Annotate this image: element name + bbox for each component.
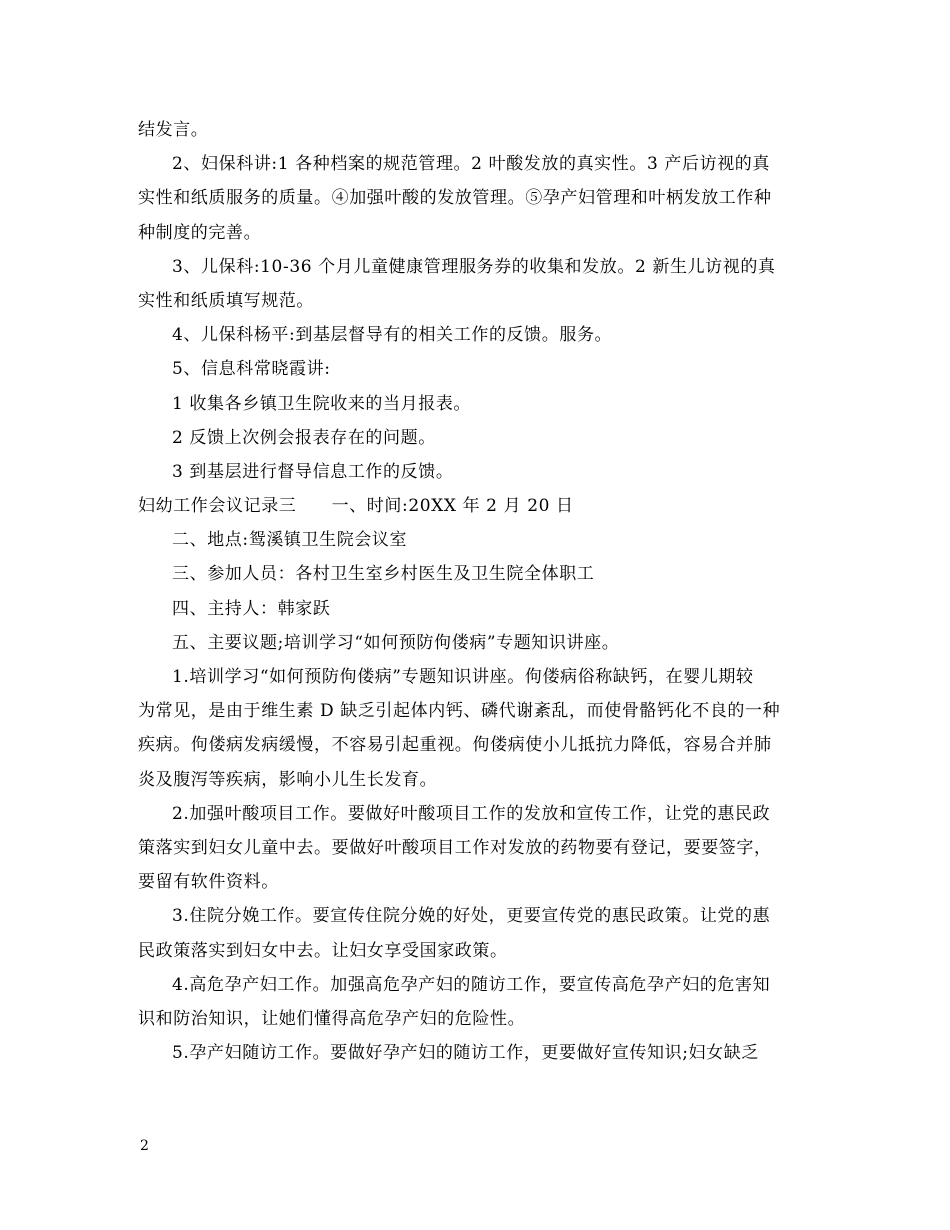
text-line: 2 反馈上次例会报表存在的问题。 (172, 427, 436, 448)
text-line: 四、主持人：韩家跃 (172, 598, 331, 619)
text-line: 5、信息科常晓霞讲: (172, 359, 331, 380)
text-line: 为常见，是由于维生素 D 缺乏引起体内钙、磷代谢紊乱，而使骨骼钙化不良的一种 (138, 701, 781, 722)
document-body (138, 113, 814, 1070)
text-line: 2.加强叶酸项目工作。要做好叶酸项目工作的发放和宣传工作，让党的惠民政 (172, 803, 771, 824)
text-line: 3、儿保科:10-36 个月儿童健康管理服务券的收集和发放。2 新生儿访视的真 (172, 256, 776, 277)
text-line: 要留有软件资料。 (138, 872, 279, 893)
text-line: 实性和纸质填写规范。 (138, 290, 314, 311)
text-line: 炎及腹泻等疾病，影响小儿生长发育。 (138, 769, 438, 790)
text-line: 识和防治知识，让她们懂得高危孕产妇的危险性。 (138, 1008, 526, 1029)
text-line: 实性和纸质服务的质量。④加强叶酸的发放管理。⑤孕产妇管理和叶柄发放工作种 (138, 188, 772, 209)
text-line: 5.孕产妇随访工作。要做好孕产妇的随访工作，更要做好宣传知识;妇女缺乏 (172, 1043, 759, 1064)
text-line: 1 收集各乡镇卫生院收来的当月报表。 (172, 393, 472, 414)
text-line: 策落实到妇女儿童中去。要做好叶酸项目工作对发放的药物要有登记，要要签字， (138, 837, 772, 858)
text-line: 五、主要议题;培训学习“如何预防佝偻病”专题知识讲座。 (172, 632, 620, 653)
text-line: 妇幼工作会议记录三 一、时间:20XX 年 2 月 20 日 (138, 496, 574, 517)
text-line: 3.住院分娩工作。要宣传住院分娩的好处，更要宣传党的惠民政策。让党的惠 (172, 906, 771, 927)
text-line: 1.培训学习“如何预防佝偻病”专题知识讲座。佝偻病俗称缺钙，在婴儿期较 (172, 667, 754, 687)
text-line: 种制度的完善。 (138, 222, 262, 243)
text-line: 疾病。佝偻病发病缓慢，不容易引起重视。佝偻病使小儿抵抗力降低，容易合并肺 (138, 735, 772, 756)
text-line: 二、地点:鸳溪镇卫生院会议室 (172, 530, 408, 551)
text-line: 民政策落实到妇女中去。让妇女享受国家政策。 (138, 940, 508, 961)
page-number: 2 (140, 1138, 149, 1154)
text-line: 三、参加人员：各村卫生室乡村医生及卫生院全体职工 (172, 564, 595, 585)
text-line: 4、儿保科杨平:到基层督导有的相关工作的反馈。服务。 (172, 325, 613, 346)
text-line: 3 到基层进行督导信息工作的反馈。 (172, 461, 454, 482)
text-line: 4.高危孕产妇工作。加强高危孕产妇的随访工作，要宣传高危孕产妇的危害知 (172, 974, 771, 995)
text-line: 结发言。 (138, 120, 209, 140)
text-line: 2、妇保科讲:1 各种档案的规范管理。2 叶酸发放的真实性。3 产后访视的真 (172, 154, 771, 175)
